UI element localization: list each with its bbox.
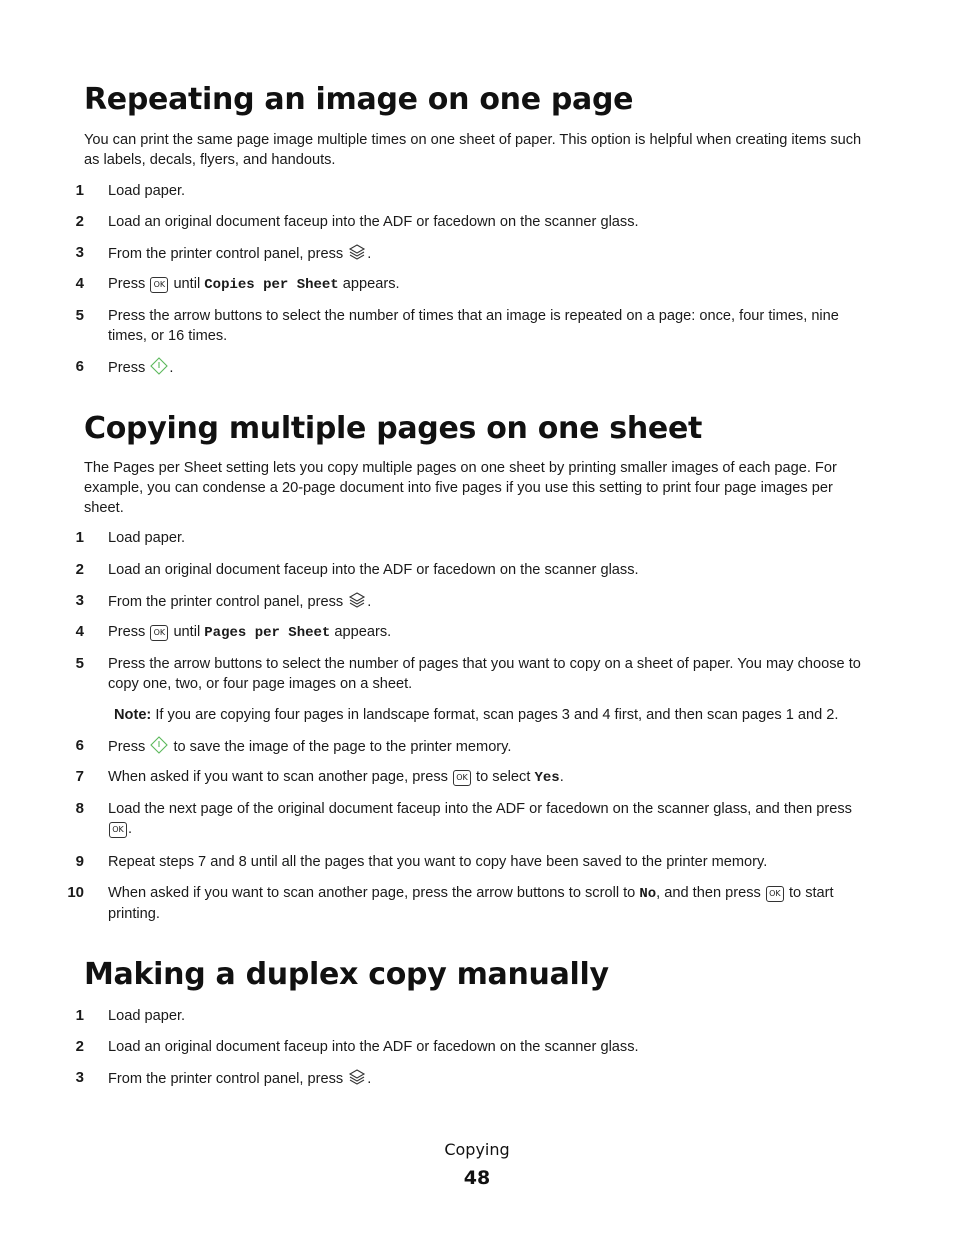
section-title-repeating: Repeating an image on one page: [84, 82, 634, 117]
step-text: [108, 1068, 874, 1089]
step-item: [70, 654, 874, 694]
step-text-post: .: [367, 246, 372, 262]
step-item: [70, 243, 874, 264]
step-item: [70, 274, 874, 295]
step-text: [108, 883, 874, 924]
copy-layers-icon: [347, 243, 367, 261]
section-intro-repeating: You can print the same page image multiple times on one sheet of paper. This option is helpful when creating items such as labels, decals, flyers, and handouts.: [84, 132, 862, 168]
display-text-code: Yes: [534, 770, 560, 786]
step-text: [108, 243, 874, 264]
step-item: [70, 591, 874, 612]
footer-page-number: 48: [463, 1167, 491, 1189]
step-text: Load paper.: [108, 183, 186, 199]
step-text: Press the arrow buttons to select the number of times that an image is repeated on a page: once, four times, nine times, or 16 times.: [108, 308, 839, 344]
display-text-code: Copies per Sheet: [204, 277, 339, 293]
step-text-post: .: [169, 360, 174, 376]
step-number: 1: [75, 182, 84, 199]
step-text: [108, 799, 874, 839]
note-label: Note:: [114, 707, 152, 723]
display-text-code: Pages per Sheet: [204, 625, 331, 641]
ok-button-icon: OK: [109, 822, 127, 838]
note-text: If you are copying four pages in landscape format, scan pages 3 and 4 first, and then scan pages 1 and 2.: [155, 707, 839, 723]
step-text-post: to start printing.: [108, 885, 834, 922]
ok-button-icon: OK: [150, 625, 168, 641]
step-item: [70, 306, 874, 346]
step-text-pre: From the printer control panel, press: [108, 246, 344, 262]
step-number: 3: [75, 1069, 84, 1086]
step-text-post: appears.: [334, 624, 392, 640]
step-text-pre: Press: [108, 739, 146, 755]
step-item: [70, 181, 874, 201]
step-item: [70, 622, 874, 643]
step-text-mid: to select: [476, 769, 531, 785]
display-text-code: No: [639, 886, 657, 902]
step-item: [70, 528, 874, 548]
start-diamond-icon: [149, 357, 169, 375]
step-text: Press the arrow buttons to select the number of pages that you want to copy on a sheet of paper. You may choose to copy one, two, or four page images on a sheet.: [108, 656, 861, 692]
step-item: [67, 883, 874, 924]
step-number: 3: [75, 244, 84, 261]
copy-layers-icon: [347, 1068, 367, 1086]
section-intro-copying-multiple: The Pages per Sheet setting lets you copy multiple pages on one sheet by printing smaller images of each page. For example, you can condense a 20-page document into five pages if you use this setting to print four page images per sheet.: [84, 460, 837, 516]
ok-button-icon: OK: [150, 277, 168, 293]
section-title-copying-multiple: Copying multiple pages on one sheet: [84, 411, 703, 446]
step-number: 5: [75, 307, 84, 324]
step-text: Load an original document faceup into the ADF or facedown on the scanner glass.: [108, 562, 639, 578]
ok-button-icon: OK: [766, 886, 784, 902]
step-text-mid: until: [173, 624, 201, 640]
step-text: Load an original document faceup into the ADF or facedown on the scanner glass.: [108, 214, 639, 230]
step-text-pre: From the printer control panel, press: [108, 1071, 344, 1087]
step-number: 10: [67, 884, 84, 901]
step-text: Load paper.: [108, 530, 186, 546]
step-text-post: .: [367, 1071, 372, 1087]
step-text-post: .: [128, 821, 133, 837]
step-text-pre: Press: [108, 276, 146, 292]
step-number: 6: [75, 358, 84, 375]
step-text: Load paper.: [108, 1008, 186, 1024]
step-text-pre: Press: [108, 624, 146, 640]
step-item: [70, 767, 874, 788]
note: [114, 705, 884, 725]
copy-layers-icon: [347, 591, 367, 609]
step-text-post: to save the image of the page to the printer memory.: [173, 739, 512, 755]
section-title-duplex: Making a duplex copy manually: [84, 957, 609, 992]
step-text-pre: When asked if you want to scan another page, press the arrow buttons to scroll to: [108, 885, 636, 901]
step-item: [70, 357, 874, 378]
step-text-pre: From the printer control panel, press: [108, 594, 344, 610]
step-text-post: .: [367, 594, 372, 610]
step-text: [108, 767, 874, 788]
step-text-pre: When asked if you want to scan another page, press: [108, 769, 448, 785]
step-number: 2: [75, 213, 84, 230]
step-text: [108, 591, 874, 612]
step-text-pre: Press: [108, 360, 146, 376]
step-number: 7: [75, 768, 84, 785]
step-text: [108, 736, 874, 757]
step-item: [70, 799, 874, 839]
step-text: [108, 622, 874, 643]
ok-button-icon: OK: [453, 770, 471, 786]
step-text-post: appears.: [342, 276, 400, 292]
step-item: [70, 852, 874, 872]
step-number: 1: [75, 529, 84, 546]
footer-section-label: Copying: [444, 1140, 510, 1159]
step-number: 2: [75, 1038, 84, 1055]
step-number: 5: [75, 655, 84, 672]
step-item: [70, 212, 874, 232]
step-number: 4: [75, 275, 84, 292]
step-number: 2: [75, 561, 84, 578]
step-text: Load an original document faceup into the ADF or facedown on the scanner glass.: [108, 1039, 639, 1055]
step-text-mid: until: [173, 276, 201, 292]
step-number: 9: [75, 853, 84, 870]
step-number: 6: [75, 737, 84, 754]
step-number: 3: [75, 592, 84, 609]
step-text-mid: , and then press: [656, 885, 761, 901]
step-item: [70, 1037, 874, 1057]
step-number: 1: [75, 1007, 84, 1024]
step-item: [70, 1006, 874, 1026]
step-text-post: .: [559, 769, 564, 785]
step-item: [70, 736, 874, 757]
step-number: 8: [75, 800, 84, 817]
step-number: 4: [75, 623, 84, 640]
step-text: [108, 274, 874, 295]
step-text: [108, 357, 874, 378]
step-item: [70, 560, 874, 580]
step-text: Repeat steps 7 and 8 until all the pages that you want to copy have been saved to the printer memory.: [108, 854, 768, 870]
step-item: [70, 1068, 874, 1089]
step-text-pre: Load the next page of the original document faceup into the ADF or facedown on the scanner glass, and then press: [108, 801, 852, 817]
start-diamond-icon: [149, 736, 169, 754]
